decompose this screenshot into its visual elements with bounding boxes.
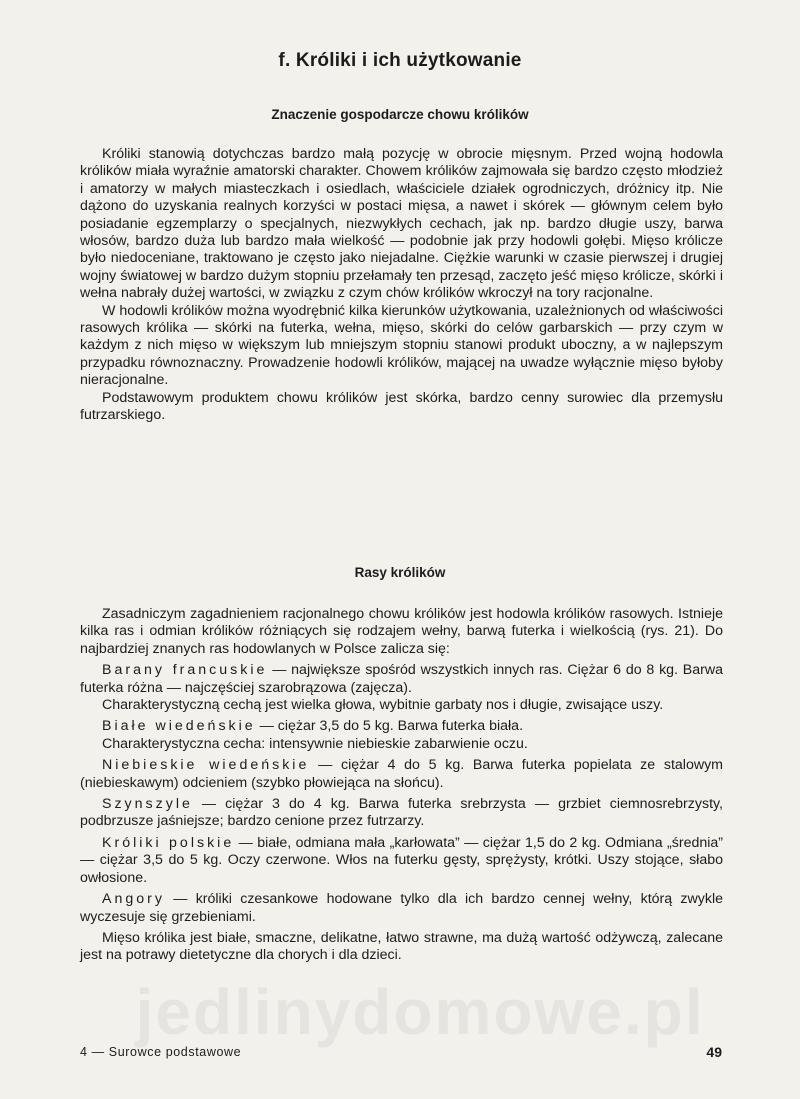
breed-entry — [80, 796, 723, 831]
footer-section-label: 4 — Surowce podstawowe — [80, 1045, 242, 1059]
breed-entry — [80, 757, 723, 792]
page-number: 49 — [706, 1044, 722, 1060]
breed-description: — ciężar 4 do 5 kg. Barwa futerka popielata ze stalowym (niebieskawym) odcieniem (szybko płowiejąca na słońcu). — [80, 757, 723, 791]
section-heading-breeds: Rasy królików — [354, 565, 446, 580]
paragraph-closing: Mięso królika jest białe, smaczne, delikatne, łatwo strawne, ma dużą wartość odżywczą, zalecane jest na potrawy dietetyczne dla chorych i dla dzieci. — [80, 929, 723, 964]
breed-entry — [80, 835, 723, 887]
breed-name: Szynszyle — [102, 796, 193, 813]
breed-name: Barany francuskie — [102, 662, 268, 679]
breed-entry — [80, 891, 723, 926]
breed-description: — największe spośród wszystkich innych ras. Ciężar 6 do 8 kg. Barwa futerka różna — najczęściej szarobrązowa (zajęcza). — [80, 662, 723, 696]
breed-description: — ciężar 3,5 do 5 kg. Barwa futerka biała. — [255, 718, 524, 735]
paragraph-intro: Zasadniczym zagadnieniem racjonalnego chowu królików jest hodowla królików rasowych. Istnieje kilka ras i odmian królików różniących się rodzajem wełny, barwą futerka i wielkością (rys. 21). Do najbardziej znanych ras hodowlanych w Polsce zalicza się: — [80, 606, 723, 657]
paragraph: Króliki stanowią dotychczas bardzo małą pozycję w obrocie mięsnym. Przed wojną hodowla królików miała wyraźnie amatorski charakter. Chowem królików zajmowała się bardzo często młodzież i amatorzy w małych miasteczkach i osiedlach, właściciele działek ogrodniczych, dróżnicy itp. Nie dążono do uzyskania realnych korzyści w postaci mięsa, a nawet i skórek — głównym celem było posiadanie egzemplarzy o specjalnych, niezwykłych cechach, jak np. bardzo długie uszy, barwa włosów, bardzo duża lub bardzo mała wielkość — podobnie jak przy hodowli gołębi. Mięso królicze było niedoceniane, traktowano je często jako niejadalne. Ciężkie warunki w czasie pierwszej i drugiej wojny światowej w bardzo dużym stopniu przełamały ten przesąd, zaczęto jeść mięso królicze, skórki i wełna nabrały dużej wartości, w związku z czym chów królików wkroczył na tory racjonalne. — [80, 146, 723, 302]
breed-entry — [80, 718, 723, 753]
breed-description: — króliki czesankowe hodowane tylko dla ich bardzo cennej wełny, którą zwykle wyczesuje się grzebieniami. — [80, 891, 723, 925]
breed-name: Króliki polskie — [102, 834, 235, 851]
section-heading-economic-importance: Znaczenie gospodarcze chowu królików — [271, 107, 529, 122]
section-breeds-body — [80, 606, 723, 969]
chapter-title: f. Króliki i ich użytkowanie — [278, 50, 522, 71]
breed-entry — [80, 662, 723, 714]
breed-description: — ciężar 3 do 4 kg. Barwa futerka srebrzysta — grzbiet ciemnosrebrzysty, podbrzusze jaśniejsze; bardzo cenione przez futrzarzy. — [80, 796, 723, 830]
breed-name: Niebieskie wiedeńskie — [102, 757, 310, 774]
paragraph: Podstawowym produktem chowu królików jest skórka, bardzo cenny surowiec dla przemysłu futrzarskiego. — [80, 389, 723, 424]
section-economic-importance-body — [80, 146, 723, 425]
breed-name: Angory — [102, 891, 165, 908]
watermark: jedlinydomowe.pl — [135, 976, 705, 1048]
breed-description: — białe, odmiana mała „karłowata” — ciężar 1,5 do 2 kg. Odmiana „średnia” — ciężar 3,5 do 5 kg. Oczy czerwone. Włos na futerku gęsty, sprężysty, krótki. Uszy stojące, słabo owłosione. — [80, 834, 724, 886]
breed-extra: Charakterystyczną cechą jest wielka głowa, wybitnie garbaty nos i długie, zwisające uszy. — [102, 697, 664, 714]
breed-extra: Charakterystyczna cecha: intensywnie niebieskie zabarwienie oczu. — [102, 735, 528, 752]
breed-name: Białe wiedeńskie — [102, 718, 256, 735]
paragraph: W hodowli królików można wyodrębnić kilka kierunków użytkowania, uzależnionych od właściwości rasowych królika — skórki na futerka, wełna, mięso, skórki do celów garbarskich — przy czym w każdym z nich mięso w większym lub mniejszym stopniu stanowi produkt uboczny, a w najlepszym przypadku równoznaczny. Prowadzenie hodowli królików, mającej na uwadze wyłącznie mięso byłoby nieracjonalne. — [80, 302, 723, 389]
